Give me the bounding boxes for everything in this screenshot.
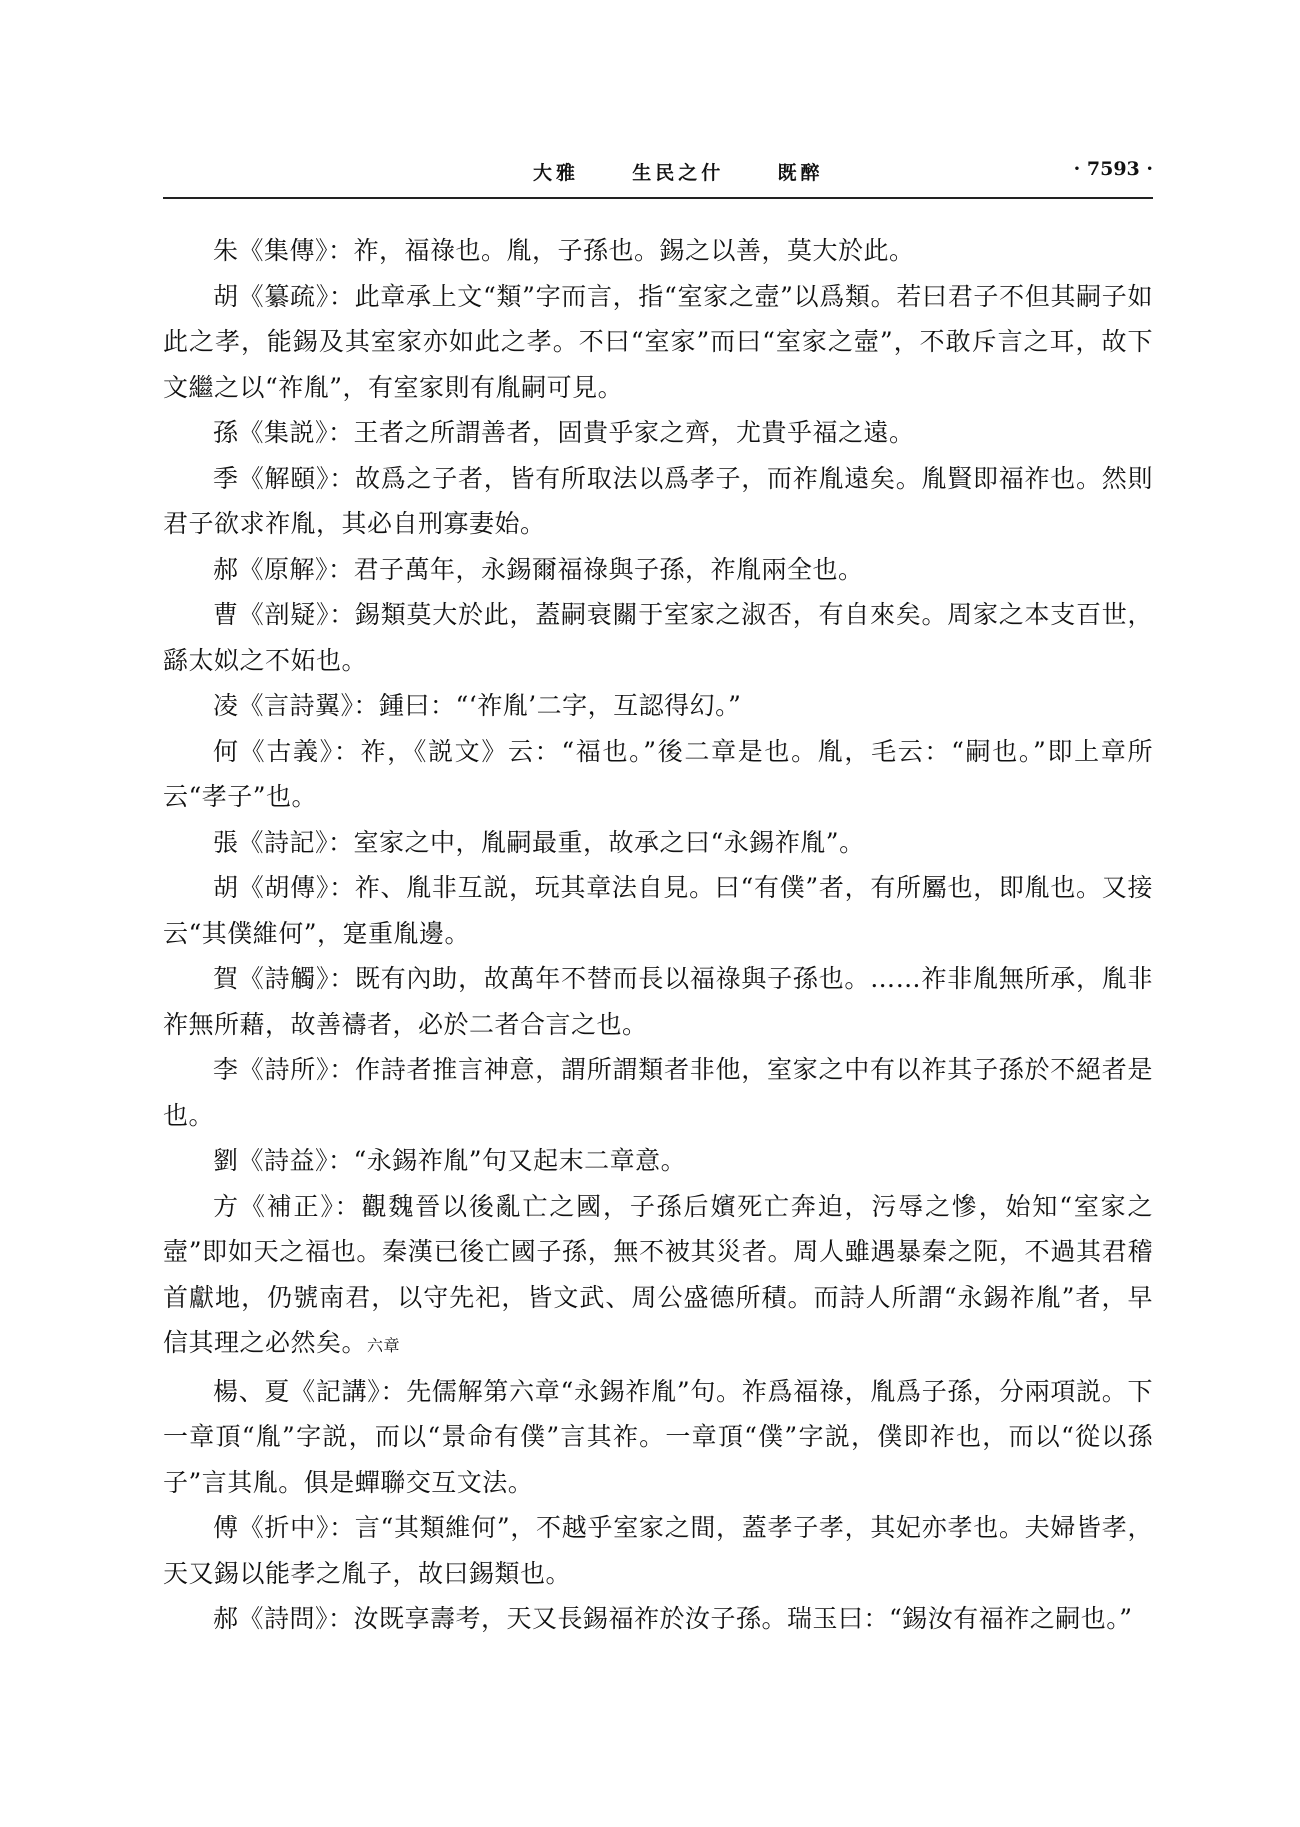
commentary-paragraph: 何《古義》：祚，《説文》云：“福也。”後二章是也。胤，毛云：“嗣也。”即上章所云“孝子”也。	[163, 736, 1153, 811]
commentary-body	[163, 228, 1153, 1642]
commentary-paragraph: 劉《詩益》：“永錫祚胤”句又起末二章意。	[213, 1146, 687, 1175]
commentary-paragraph: 季《解頤》：故爲之子者，皆有所取法以爲孝子，而祚胤遠矣。胤賢即福祚也。然則君子欲求祚胤，其必自刑寡妻始。	[163, 463, 1153, 538]
commentary-paragraph	[163, 1184, 1153, 1369]
section-title: 大雅 生民之什 既醉	[533, 162, 824, 184]
commentary-paragraph: 凌《言詩翼》：鍾曰：“‘祚胤’二字，互認得幻。”	[213, 691, 742, 720]
commentary-text: 方《補正》：觀魏晉以後亂亡之國，子孫后嬪死亡奔迫，污辱之慘，始知“室家之壼”即如天之福也。秦漢已後亡國子孫，無不被其災者。周人雖遇暴秦之阨，不過其君稽首獻地，仍號南君，以守先祀，皆文武、周公盛德所積。而詩人所謂“永錫祚胤”者，早信其理之必然矣。	[163, 1191, 1153, 1357]
commentary-paragraph: 張《詩記》：室家之中，胤嗣最重，故承之曰“永錫祚胤”。	[213, 827, 865, 857]
commentary-paragraph: 胡《纂疏》：此章承上文“類”字而言，指“室家之壼”以爲類。若曰君子不但其嗣子如此之孝，能錫及其室家亦如此之孝。不曰“室家”而曰“室家之壼”，不敢斥言之耳，故下文繼之以“祚胤”，有室家則有胤嗣可見。	[163, 281, 1153, 402]
running-head	[163, 158, 1153, 188]
commentary-paragraph: 賀《詩觸》：既有內助，故萬年不替而長以福祿與子孫也。……祚非胤無所承，胤非祚無所藉，故善禱者，必於二者合言之也。	[163, 964, 1153, 1039]
commentary-paragraph: 胡《胡傳》：祚、胤非互説，玩其章法自見。曰“有僕”者，有所屬也，即胤也。又接云“其僕維何”，寔重胤邊。	[163, 873, 1153, 948]
header-rule	[163, 197, 1153, 199]
commentary-paragraph: 曹《剖疑》：錫類莫大於此，蓋嗣衰關于室家之淑否，有自來矣。周家之本支百世，繇太姒之不妬也。	[163, 600, 1153, 675]
commentary-paragraph: 孫《集説》：王者之所謂善者，固貴乎家之齊，尤貴乎福之遠。	[213, 418, 915, 447]
commentary-paragraph: 朱《集傳》：祚，福祿也。胤，子孫也。錫之以善，莫大於此。	[213, 236, 915, 265]
commentary-paragraph: 李《詩所》：作詩者推言神意，謂所謂類者非他，室家之中有以祚其子孫於不絕者是也。	[163, 1055, 1153, 1130]
commentary-paragraph: 郝《詩問》：汝既享壽考，天又長錫福祚於汝子孫。瑞玉曰：“錫汝有福祚之嗣也。”	[213, 1604, 1133, 1633]
commentary-paragraph: 傅《折中》：言“其類維何”，不越乎室家之間，蓋孝子孝，其妃亦孝也。夫婦皆孝，天又錫以能孝之胤子，故曰錫類也。	[163, 1513, 1153, 1588]
commentary-paragraph: 郝《原解》：君子萬年，永錫爾福祿與子孫，祚胤兩全也。	[213, 554, 864, 584]
chapter-tag: 六章	[367, 1336, 401, 1355]
page-number: · 7593 ·	[1073, 158, 1153, 180]
commentary-paragraph: 楊、夏《記講》：先儒解第六章“永錫祚胤”句。祚爲福祿，胤爲子孫，分兩項説。下一章頂“胤”字説，而以“景命有僕”言其祚。一章頂“僕”字説，僕即祚也，而以“從以孫子”言其胤。俱是蟬聯交互文法。	[163, 1376, 1153, 1497]
